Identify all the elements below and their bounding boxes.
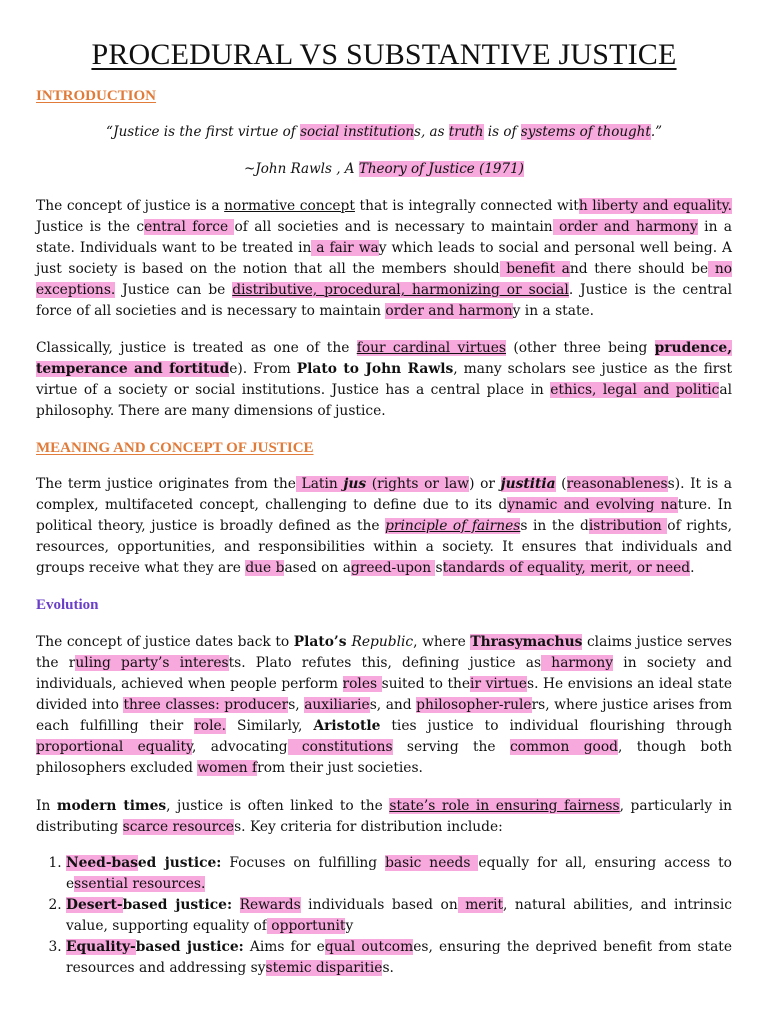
highlight: Rewards: [239, 897, 301, 913]
list-item: 2. Desert-based justice: Rewards individuals based on merit, natural abilities, and intrinsic value, supporting equality of opportunity: [66, 895, 732, 937]
highlight: ir virtue: [470, 676, 527, 692]
highlight: scarce resource: [122, 819, 235, 835]
highlight: opportunit: [266, 918, 346, 934]
highlight: ssential resources.: [74, 876, 206, 892]
attribution-block: [36, 161, 732, 177]
highlight: four cardinal virtues: [356, 340, 507, 356]
quote-text: “Justice is the first virtue of: [105, 124, 301, 140]
meaning-heading: MEANING AND CONCEPT OF JUSTICE: [36, 440, 314, 456]
highlight: (rights or law: [366, 476, 470, 492]
paragraph: The concept of justice is a normative concept that is integrally connected with liberty and equality. Justice is the central force of all societies and is necessary to maintain order and harmony in a state. Individuals want to be treated in a fair way which leads to social and personal well being. A just society is based on the notion that all the members should benefit and there should be no exceptions. Justice can be distributive, procedural, harmonizing or social. Justice is the central force of all societies and is necessary to maintain order and harmony in a state.: [36, 198, 733, 319]
highlight: ynamic and evolving na: [507, 497, 678, 513]
highlight: proportional equality: [36, 739, 193, 755]
highlight: order and harmony: [552, 219, 698, 235]
attribution-text: ~John Rawls , A: [244, 161, 359, 177]
highlight: prudence, temperance and fortitud: [36, 340, 733, 377]
highlight: Theory of Justice (1971): [358, 161, 524, 177]
highlight: reasonablenes: [566, 476, 668, 492]
highlight: Thrasymachus: [470, 634, 583, 650]
highlight: state’s role in ensuring fairness: [389, 798, 620, 814]
paragraph: The term justice originates from the Latin jus (rights or law) or justitia (reasonableness). It is a complex, multifaceted concept, challenging to define due to its dynamic and evolving nature. In political theory, justice is broadly defined as the principle of fairness in the distribution of rights, resources, opportunities, and responsibilities within a society. It ensures that individuals and groups receive what they are due based on agreed-upon standards of equality, merit, or need.: [36, 476, 732, 576]
evolution-paragraph-1: [36, 632, 732, 779]
highlight: order and harmon: [385, 303, 513, 319]
highlight: constitutions: [287, 739, 393, 755]
bold-term: Plato to John Rawls: [296, 361, 454, 377]
highlight: greed-upon: [350, 560, 436, 576]
meaning-heading-block: [36, 440, 732, 457]
highlight: principle of fairnes: [385, 518, 521, 534]
highlight: women f: [197, 760, 258, 776]
highlight: basic needs: [385, 855, 479, 871]
introduction-heading: INTRODUCTION: [36, 88, 157, 104]
highlight: jus: [343, 476, 367, 492]
highlight: Need-bas: [66, 855, 138, 871]
highlight: benefit a: [499, 261, 570, 277]
evolution-paragraph-2: [36, 796, 732, 838]
highlight: stemic disparitie: [265, 960, 383, 976]
highlight: producer: [224, 697, 289, 713]
bold-term: modern times: [56, 798, 167, 814]
highlight: a fair wa: [311, 240, 379, 256]
highlight: Equality-: [66, 939, 136, 955]
quote-text: .”: [650, 124, 663, 140]
intro-paragraph-1: [36, 196, 732, 322]
paragraph: In modern times, justice is often linked to the state’s role in ensuring fairness, particularly in distributing scarce resources. Key criteria for distribution include:: [36, 798, 733, 835]
highlight: merit: [457, 897, 504, 913]
bold-term: Aristotle: [313, 718, 381, 734]
italic-term: Republic: [351, 634, 414, 650]
list-item: 3. Equality-based justice: Aims for equal outcomes, ensuring the deprived benefit from state resources and addressing systemic disparities.: [66, 937, 732, 979]
rawls-quote: [36, 124, 732, 140]
highlight: truth: [448, 124, 484, 140]
quote-text: s, as: [414, 124, 449, 140]
highlight: Latin: [295, 476, 344, 492]
paragraph: The concept of justice dates back to Plato’s Republic, where Thrasymachus claims justice serves the ruling party’s interests. Plato refutes this, defining justice as harmony in society and individuals, achieved when people perform roles suited to their virtues. He envisions an ideal state divided into three classes: producers, auxiliaries, and philosopher-rulers, where justice arises from each fulfilling their role. Similarly, Aristotle ties justice to individual flourishing through proportional equality, advocating constitutions serving the common good, though both philosophers excluded women from their just societies.: [36, 634, 733, 776]
highlight: justitia: [500, 476, 556, 492]
highlight: due b: [245, 560, 285, 576]
highlight: harmony: [541, 655, 614, 671]
evolution-heading: Evolution: [36, 597, 99, 613]
highlight: istribution: [588, 518, 668, 534]
highlight: h liberty and equality.: [578, 198, 732, 214]
highlight: ethics, legal and politic: [550, 382, 720, 398]
criteria-list-block: [36, 853, 732, 979]
highlight: common good: [509, 739, 618, 755]
highlight: entral force: [144, 219, 235, 235]
highlight: social institution: [300, 124, 415, 140]
highlight: auxiliarie: [304, 697, 370, 713]
underlined-term: normative concept: [224, 198, 355, 214]
list-item: 1. Need-based justice: Focuses on fulfilling basic needs equally for all, ensuring access to essential resources.: [66, 853, 732, 895]
meaning-paragraph: [36, 474, 732, 579]
paragraph: Classically, justice is treated as one of the four cardinal virtues (other three being prudence, temperance and fortitude). From Plato to John Rawls, many scholars see justice as the first virtue of a society or social institutions. Justice has a central place in ethics, legal and political philosophy. There are many dimensions of justice.: [36, 340, 733, 419]
highlight: uling party’s interes: [75, 655, 229, 671]
highlight: distributive, procedural, harmonizing or social: [232, 282, 569, 298]
highlight: three classes:: [123, 697, 225, 713]
criteria-list: [36, 853, 732, 979]
quote-block: [36, 124, 732, 140]
highlight: systems of thought: [520, 124, 651, 140]
highlight: tandards of equality, merit, or need: [442, 560, 691, 576]
highlight: no exceptions.: [36, 261, 733, 298]
highlight: roles: [342, 676, 382, 692]
highlight: philosopher-rule: [416, 697, 532, 713]
quote-attribution: [36, 161, 732, 177]
bold-term: Plato’s: [293, 634, 352, 650]
highlight: Desert-: [66, 897, 123, 913]
introduction-heading-block: [36, 88, 732, 105]
highlight: role.: [194, 718, 227, 734]
highlight: qual outcom: [324, 939, 414, 955]
page-title: PROCEDURAL VS SUBSTANTIVE JUSTICE: [91, 38, 677, 71]
evolution-heading-block: [36, 597, 732, 614]
intro-paragraph-2: [36, 338, 732, 422]
quote-text: is of: [483, 124, 521, 140]
